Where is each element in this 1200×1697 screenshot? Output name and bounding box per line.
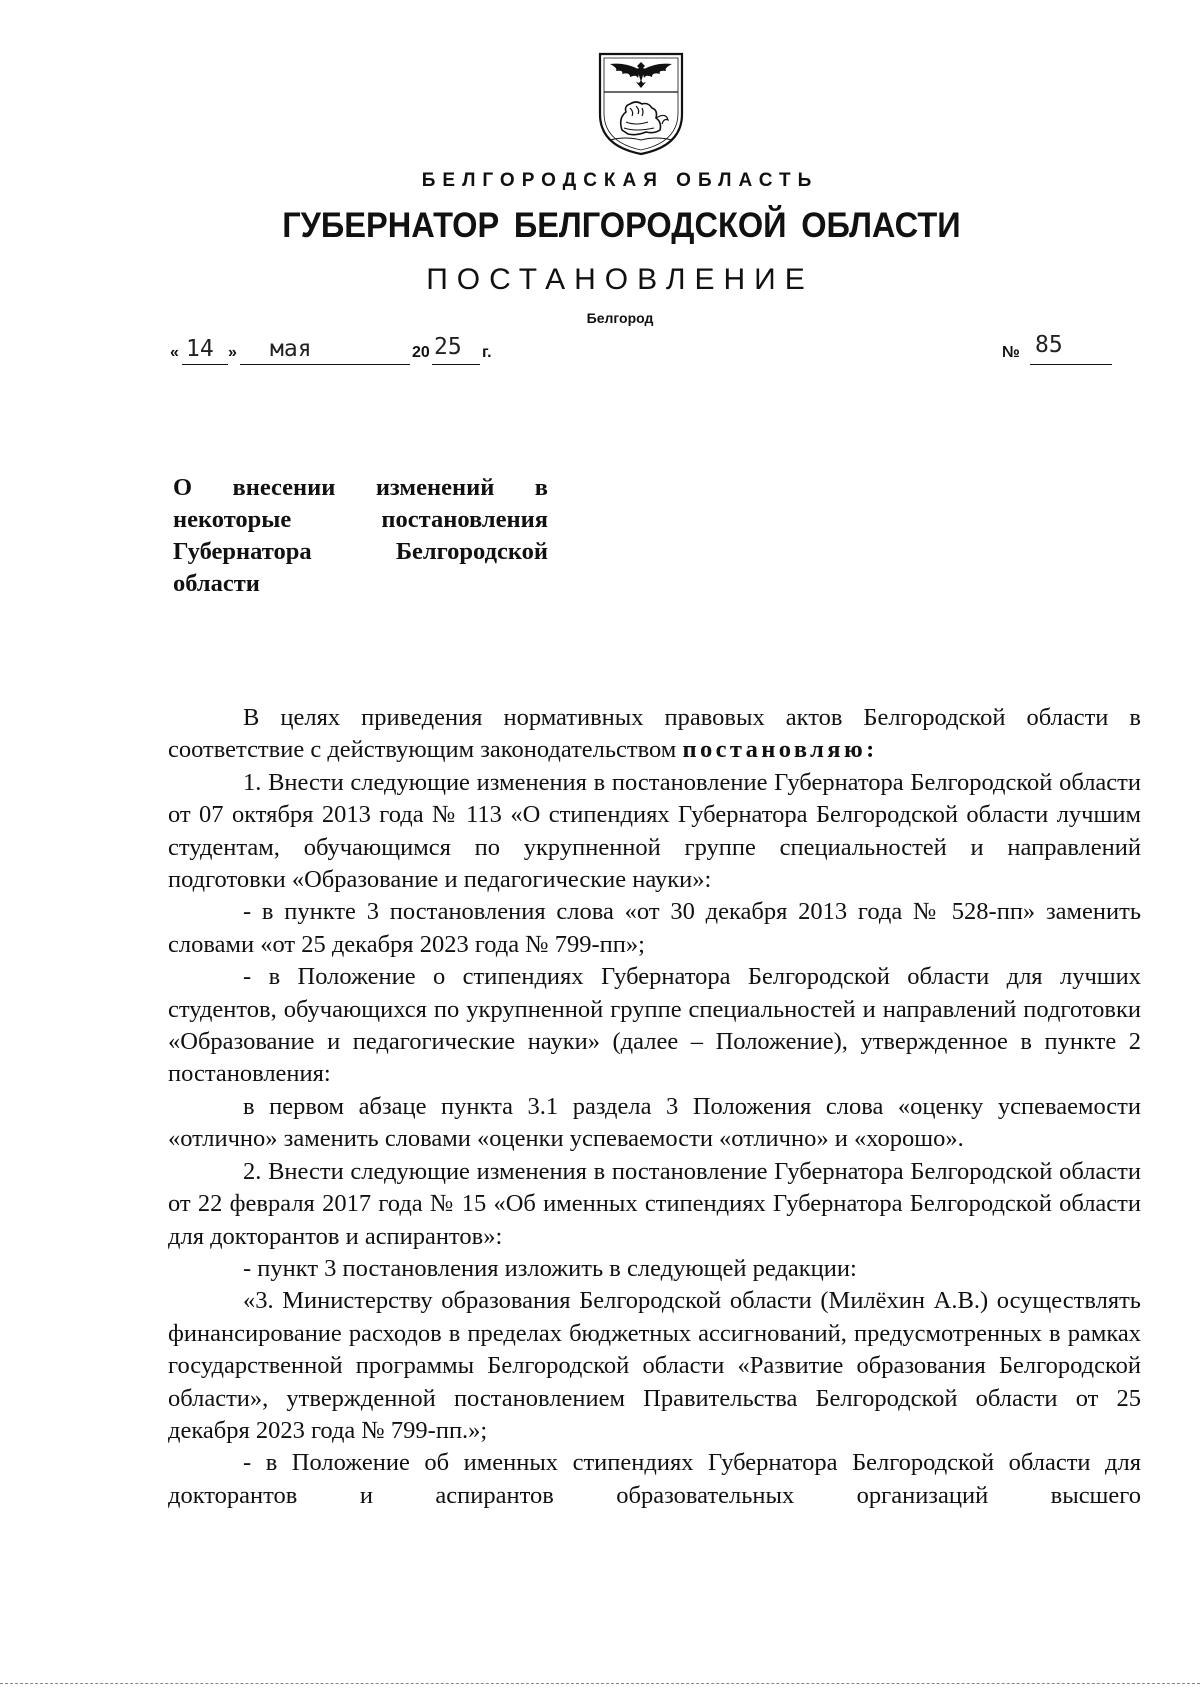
scan-edge-line bbox=[0, 1683, 1200, 1684]
date-open-quote: « bbox=[170, 344, 179, 361]
governor-heading: ГУБЕРНАТОР БЕЛГОРОДСКОЙ ОБЛАСТИ bbox=[282, 206, 961, 245]
date-month: мая bbox=[270, 336, 312, 362]
body-paragraph: - в Положение о стипендиях Губернатора Белгородской области для лучших студентов, обучающихся по укрупненной группе специальностей и направлений подготовки «Образование и педагогические науки» (далее – Положение), утвержденное в пункте 2 постановления: bbox=[168, 963, 1141, 1088]
decree-number: 85 bbox=[1035, 332, 1063, 358]
coat-of-arms-icon bbox=[596, 52, 686, 156]
decree-keyword: постановляю: bbox=[682, 736, 878, 764]
body-paragraph: 1. Внести следующие изменения в постановление Губернатора Белгородской области от 07 октября 2013 года № 113 «О стипендиях Губернатора Белгородской области лучшим студентам, обучающимся по укрупненной группе специальностей и направлений подготовки «Образование и педагогические науки»: bbox=[168, 768, 1141, 894]
decree-title: О внесении изменений в некоторые постановления Губернатора Белгородской области bbox=[173, 474, 548, 597]
document-type-heading: ПОСТАНОВЛЕНИЕ bbox=[426, 263, 814, 296]
date-century: 20 bbox=[412, 344, 430, 361]
decree-number-sign: № bbox=[1002, 344, 1020, 361]
date-year: 25 bbox=[434, 334, 462, 360]
preamble-text: В целях приведения нормативных правовых актов Белгородской области в соответствие с действующим законодательством bbox=[168, 704, 1141, 764]
date-day: 14 bbox=[186, 336, 214, 362]
body-paragraph: «3. Министерству образования Белгородской области (Милёхин А.В.) осуществлять финансирование расходов в пределах бюджетных ассигнований, предусмотренных в рамках государственной программы Белгородской области «Развитие образования Белгородской области», утвержденной постановлением Правительства Белгородской области от 25 декабря 2023 года № 799-пп.»; bbox=[168, 1287, 1141, 1444]
city-label: Белгород bbox=[586, 310, 654, 326]
day-underline bbox=[182, 364, 228, 365]
year-underline bbox=[432, 364, 480, 365]
date-year-suffix: г. bbox=[482, 344, 492, 361]
body-paragraph: в первом абзаце пункта 3.1 раздела 3 Положения слова «оценку успеваемости «отлично» заменить словами «оценки успеваемости «отлично» и «хорошо». bbox=[168, 1092, 1141, 1153]
body-paragraph: 2. Внести следующие изменения в постановление Губернатора Белгородской области от 22 февраля 2017 года № 15 «Об именных стипендиях Губернатора Белгородской области для докторантов и аспирантов»: bbox=[168, 1157, 1141, 1250]
body-paragraph: - пункт 3 постановления изложить в следующей редакции: bbox=[243, 1254, 857, 1282]
date-close-quote: » bbox=[228, 344, 237, 361]
region-heading: БЕЛГОРОДСКАЯ ОБЛАСТЬ bbox=[421, 170, 819, 191]
body-paragraph: - в Положение об именных стипендиях Губернатора Белгородской области для докторантов и аспирантов образовательных организаций высшего bbox=[168, 1449, 1141, 1509]
preamble-paragraph bbox=[168, 702, 1141, 767]
number-underline bbox=[1030, 364, 1112, 365]
month-underline bbox=[240, 364, 410, 365]
body-paragraph: - в пункте 3 постановления слова «от 30 декабря 2013 года № 528-пп» заменить словами «от 25 декабря 2023 года № 799-пп»; bbox=[168, 898, 1141, 958]
decree-body bbox=[168, 702, 1141, 1512]
